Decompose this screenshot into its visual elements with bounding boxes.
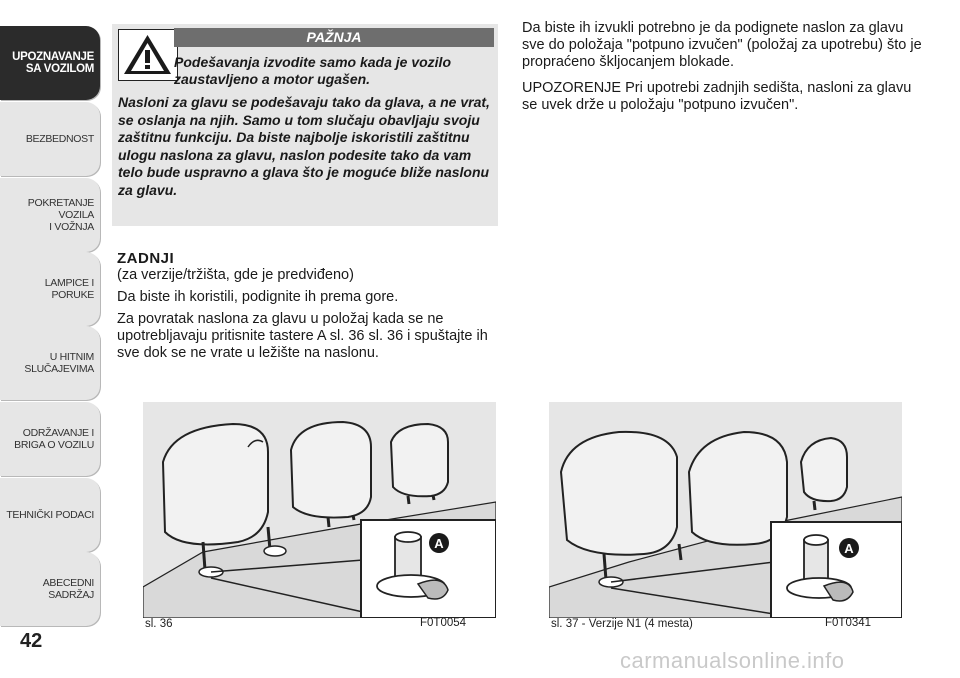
tab-abecedni-sadrzaj[interactable]: ABECEDNI SADRŽAJ [0,552,100,626]
warning-body-text: Nasloni za glavu se podešavaju tako da glava, a ne vrat, se oslanja na njih. Samo u tom slučaju obavljaju svoju zaštitnu funkciju. Da biste najbolje iskoristili zaštitnu ulogu naslona za glavu, naslon podesite tako da vam telo bude uspravno a glava što je moguće bliže naslonu za glavu. [118,94,490,198]
figure-36-illustration [143,402,496,618]
section-paragraph-2: Za povratak naslona za glavu u položaj kada se ne upotrebljavaju pritisnite tastere A sl. 36 sl. 36 i spuštajte ih sve dok se ne vrate u ležište na naslonu. [117,311,488,361]
watermark: carmanualsonline.info [620,648,845,673]
tab-pokretanje-vozila[interactable]: POKRETANJE VOZILA I VOŽNJA [0,178,100,252]
right-paragraph-1: Da biste ih izvukli potrebno je da podignete naslon za glavu sve do položaja "potpuno izvučen" (položaj za upotrebu) što je propraćeno škljocanjem blokade. [522,20,922,70]
tab-lampice-i-poruke[interactable]: LAMPICE I PORUKE [0,252,100,326]
figure-37-caption: sl. 37 - Verzije N1 (4 mesta) [551,618,693,630]
section-subtitle: (za verzije/tržišta, gde je predviđeno) [117,267,354,283]
right-column [522,20,922,123]
rear-headrest-section [117,250,502,367]
tab-u-hitnim-slucajevima[interactable]: U HITNIM SLUČAJEVIMA [0,326,100,400]
tab-tehnicki-podaci[interactable]: TEHNIČKI PODACI [0,478,100,552]
figure-36-code: F0T0054 [420,617,467,629]
right-paragraph-2: UPOZORENJE Pri upotrebi zadnjih sedišta, nasloni za glavu se uvek drže u položaju "potpuno izvučen". [522,80,912,113]
figure-37-code: F0T0341 [825,617,872,629]
section-title: ZADNJI [117,250,175,267]
figure-36-caption: sl. 36 [145,618,173,630]
page-number: 42 [20,630,43,652]
section-paragraph-1: Da biste ih koristili, podignite ih prema gore. [117,289,399,305]
warning-box [112,24,498,226]
figure-37-illustration [549,402,902,618]
figure-37-callout-a: A [844,541,854,556]
tab-bezbednost[interactable]: BEZBEDNOST [0,102,100,176]
warning-first-text: Podešavanja izvodite samo kada je vozilo zaustavljeno a motor ugašen. [174,54,451,87]
figure-36-callout-a: A [434,536,444,551]
warning-heading: PAŽNJA [174,28,494,47]
tab-upoznavanje-sa-vozilom[interactable]: UPOZNAVANJE SA VOZILOM [0,26,100,100]
tab-odrzavanje[interactable]: ODRŽAVANJE I BRIGA O VOZILU [0,402,100,476]
warning-triangle-icon [118,29,178,81]
